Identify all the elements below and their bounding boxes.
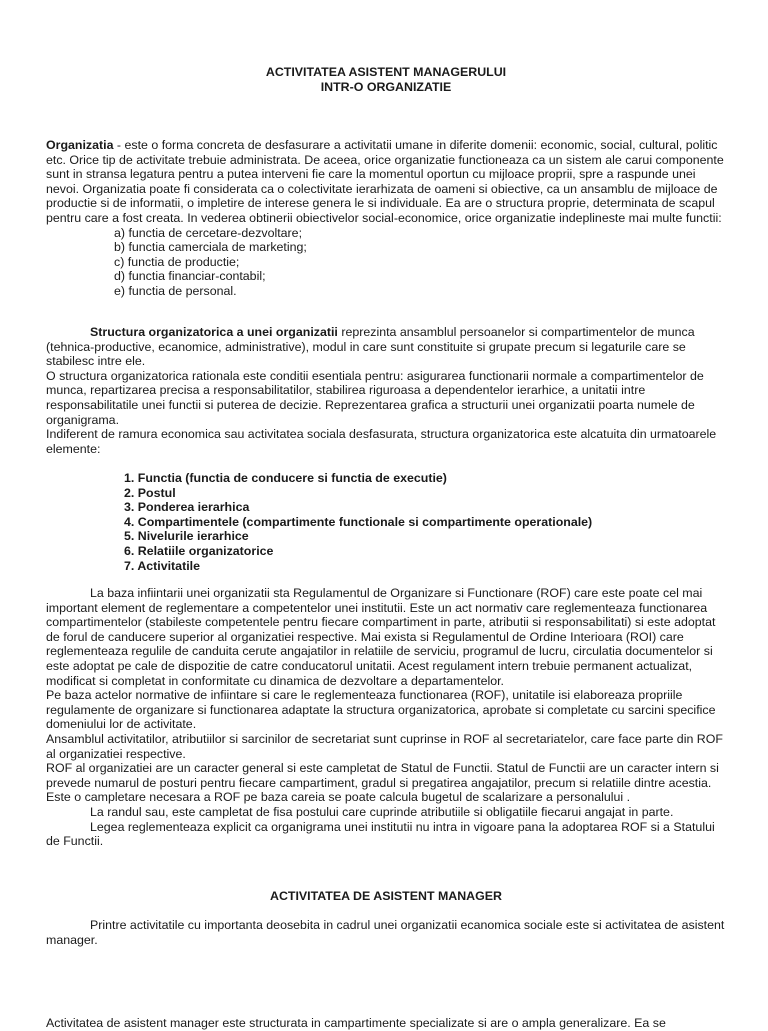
list-item: b) functia camerciala de marketing; <box>114 240 307 255</box>
organizatia-definition: - este o forma concreta de desfasurare a activitatii umane in diferite domenii: economic, social, cultural, politic etc. Orice tip de activitate trebuie administrata. De aceea, orice organizatie functioneaza ca un sistem ale carui componente sunt in stransa legatura pentru a putea interveni fie care la momentul oportun cu mijloace proprii, spre a raspunde unei nevoi. Organizatia poate fi considerata ca o colectivitate ierarhizata de oameni si obiective, ca un ansamblu de mijloace de productie si de informatii, o impletire de interese genera le si individuale. Ea are o structura proprie, determinata de scapul pentru care a fost creata. In vederea obtinerii obiectivelor social-economice, orice organizatie indeplineste mai multe functii: <box>46 138 724 225</box>
structura-paragraph <box>46 325 726 369</box>
rof-paragraph-4: ROF al organizatiei are un caracter general si este campletat de Statul de Functii. Statul de Functii are un caracter intern si prevede numarul de posturi pentru fiecare campartiment, gradul si pregatirea angajatilor, precum si relatiile dintre acestia. Este o campletare necesara a ROF pe baza careia se poate calcula bugetul de scalarizare a personalului . <box>46 761 719 805</box>
section-organizatia <box>46 138 726 299</box>
list-item: 4. Compartimentele (compartimente functionale si compartimente operationale) <box>124 514 593 529</box>
section-rof <box>46 586 726 849</box>
structura-rationala-paragraph: O structura organizatorica rationala este conditii esentiala pentru: asigurarea functionarii normale a compartimentelor de munca, repartizarea precisa a responsabilitatilor, stabilirea riguroasa a dependentelor ierarhice, a unitatii intre responsabilitatile unei functii si puterea de decizie. Reprezentarea grafica a structurii unei organizatii poarta numele de organigrama. <box>46 368 704 427</box>
rof-paragraph-2: Pe baza actelor normative de infiintare si care le reglementeaza functionarea (ROF), unitatile isi elaboreaza propriile regulamente de organizare si functionarea adaptate la structura organizatorica, aprobate si completate cu sarcini specifice domeniului lor de activitate. <box>46 688 716 732</box>
section-asistent-manager-continued <box>46 1016 726 1031</box>
organizatia-paragraph <box>46 138 726 226</box>
document-title-line-1: ACTIVITATEA ASISTENT MANAGERULUI <box>265 65 507 79</box>
document-title-line-2: INTR-O ORGANIZATIE <box>320 80 452 94</box>
elements-list <box>46 471 726 573</box>
list-item: e) functia de personal. <box>114 283 237 298</box>
section-structura <box>46 325 726 573</box>
rof-paragraph-1: La baza infiintarii unei organizatii sta Regulamentul de Organizare si Functionare (ROF) care este poate cel mai important element de reglementare a competentelor unei institutii. Este un act normativ care reglementeaza functionarea compartimentelor (stabileste competentele pentru fiecare compartiment in parte, atributii si responsabilitati) si este adoptat de forul de canducere superior al organizatiei respective. Mai exista si Regulamentul de Ordine Interioara (ROI) care reglementeaza regulile de canduita cerute angajatilor in relatiile de serviciu, programul de lucru, circulatia documentelor si este adoptat pe cale de dispozitie de catre conducatorul unitatii. Acest regulament intern trebuie permanent actualizat, modificat si completat in conformitate cu dinamica de dezvoltare a departamentelor. <box>46 586 716 688</box>
functions-list <box>46 226 726 299</box>
list-item: 6. Relatiile organizatorice <box>124 543 274 558</box>
rof-paragraph-3: Ansamblul activitatilor, atributiilor si sarcinilor de secretariat sunt cuprinse in ROF al secretariatelor, care face parte din ROF al organizatiei respective. <box>46 731 723 761</box>
list-item: 5. Nivelurile ierarhice <box>124 529 249 544</box>
rof-paragraph-6: Legea reglementeaza explicit ca organigrama unei institutii nu intra in vigoare pana la adoptarea ROF si a Statului de Functii. <box>46 819 715 849</box>
elements-intro-paragraph: Indiferent de ramura economica sau activitatea sociala desfasurata, structura organizatorica este alcatuita din urmatoarele elemente: <box>46 427 717 456</box>
organizatia-term: Organizatia <box>46 138 114 152</box>
rof-paragraph-5: La randul sau, este campletat de fisa postului care cuprinde atributiile si obligatiile fiecarui angajat in parte. <box>90 804 674 819</box>
asistent-manager-paragraph-1: Printre activitatile cu importanta deosebita in cadrul unei organizatii ecanomica sociale este si activitatea de asistent manager. <box>46 918 725 947</box>
section-asistent-manager <box>46 918 726 947</box>
list-item: a) functia de cercetare-dezvoltare; <box>114 225 303 240</box>
section-heading-asistent-manager: ACTIVITATEA DE ASISTENT MANAGER <box>270 889 502 903</box>
asistent-manager-paragraph-2: Activitatea de asistent manager este structurata in campartimente specializate si are o ampla generalizare. Ea se <box>46 1016 666 1030</box>
list-item: 1. Functia (functia de conducere si functia de executie) <box>124 470 447 485</box>
list-item: 2. Postul <box>124 485 176 500</box>
list-item: 7. Activitatile <box>124 558 200 573</box>
structura-term: Structura organizatorica a unei organizatii <box>90 325 338 339</box>
list-item: c) functia de productie; <box>114 254 240 269</box>
list-item: 3. Ponderea ierarhica <box>124 500 250 515</box>
structura-definition: reprezinta ansamblul persoanelor si compartimentelor de munca (tehnica-productive, ecanomice, administrative), modul in care sunt constituite si grupate precum si legaturile care se stabilesc intre ele. <box>46 325 695 369</box>
list-item: d) functia financiar-contabil; <box>114 269 266 284</box>
